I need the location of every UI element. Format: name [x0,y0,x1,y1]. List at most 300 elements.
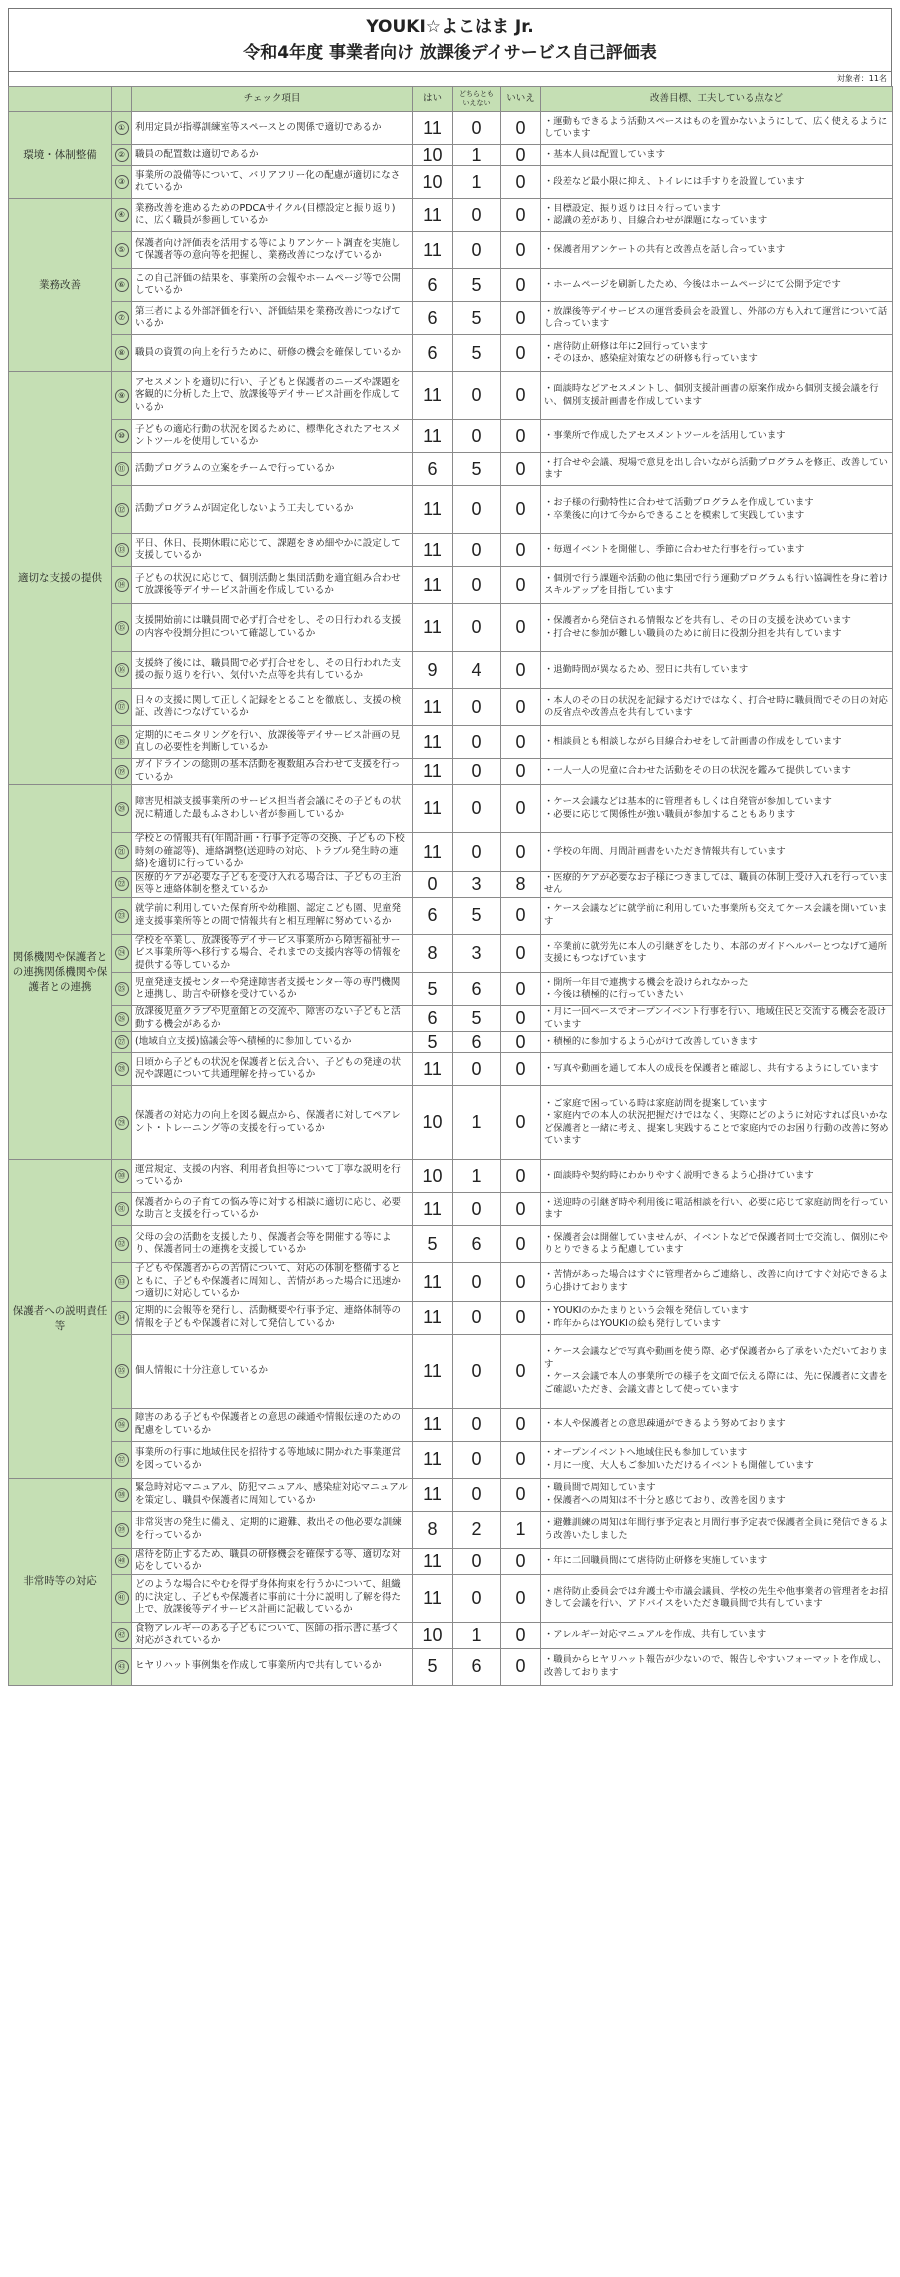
table-row [9,726,893,759]
count-neutral: 0 [453,1548,501,1574]
count-neutral: 0 [453,1301,501,1334]
check-item-text: 虐待を防止するため、職員の研修機会を確保する等、適切な対応をしているか [132,1548,413,1574]
table-row [9,1441,893,1478]
count-no: 0 [501,1032,541,1053]
comment-line: ・本人や保護者との意思疎通ができるよう努めております [544,1418,786,1430]
check-item-text: 業務改善を進めるためのPDCAサイクル(目標設定と振り返り)に、広く職員が参画しているか [132,199,413,232]
comment-cell [541,486,893,534]
table-row [9,652,893,689]
check-item-text: 活動プログラムの立案をチームで行っているか [132,453,413,486]
count-no: 0 [501,269,541,302]
comment-line: ・ホームページを刷新したため、今後はホームページにて公開予定です [544,278,841,290]
item-number: ㊵ [115,1554,129,1568]
check-item-text: 医療的ケアが必要な子どもを受け入れる場合は、子どもの主治医等と連絡体制を整えているか [132,871,413,897]
table-row [9,1193,893,1226]
count-no: 0 [501,1648,541,1685]
comment-cell [541,652,893,689]
count-yes: 6 [413,897,453,934]
item-number-cell [112,166,132,199]
comment-cell [541,897,893,934]
item-number: ㉝ [115,1275,129,1289]
check-item-text: 学校との情報共有(年間計画・行事予定等の交換、子どもの下校時刻の確認等)、連絡調整(送迎時の対応、トラブル発生時の連絡)を適切に行っているか [132,833,413,872]
count-no: 0 [501,652,541,689]
comment-cell [541,759,893,785]
item-number: ⑰ [115,700,129,714]
check-item-text: 障害のある子どもや保護者との意思の疎通や情報伝達のための配慮をしているか [132,1408,413,1441]
count-no: 0 [501,1006,541,1032]
table-row [9,871,893,897]
item-number: ㊶ [115,1591,129,1605]
comment-line: ・そのほか、感染症対策などの研修も行っています [544,353,758,364]
count-yes: 11 [413,785,453,833]
comment-line: ・虐待防止委員会では弁護士や市議会議員、学校の先生や他事業者の管理者をお招きして会議を行い、アドバイスをいただき職員間で共有しています [544,1585,888,1609]
item-number: ㉙ [115,1116,129,1130]
comment-line: ・放課後等デイサービスの運営委員会を設置し、外部の方も入れて運営について話し合っています [544,305,888,329]
comment-cell [541,145,893,166]
comment-cell [541,1301,893,1334]
comment-cell [541,166,893,199]
check-item-text: 食物アレルギーのある子どもについて、医師の指示書に基づく対応がされているか [132,1622,413,1648]
category-cell: 非常時等の対応 [9,1478,112,1685]
item-number: ① [115,121,129,135]
check-item-text: ガイドラインの総則の基本活動を複数組み合わせて支援を行っているか [132,759,413,785]
count-no: 0 [501,759,541,785]
item-number-cell [112,453,132,486]
count-no: 0 [501,604,541,652]
comment-cell [541,1226,893,1263]
table-row [9,759,893,785]
count-no: 0 [501,934,541,973]
item-number-cell [112,1263,132,1302]
item-number: ㉟ [115,1364,129,1378]
evaluation-sheet [8,0,892,1686]
target-count: 対象者：11名 [8,72,892,86]
comment-line: ・毎週イベントを開催し、季節に合わせた行事を行っています [544,543,805,555]
check-item-text: 職員の資質の向上を行うために、研修の機会を確保しているか [132,335,413,372]
count-neutral: 0 [453,112,501,145]
item-number-cell [112,1408,132,1441]
item-number: ㊸ [115,1660,129,1674]
count-neutral: 0 [453,1408,501,1441]
table-row [9,199,893,232]
count-no: 0 [501,1053,541,1086]
count-neutral: 3 [453,871,501,897]
table-row [9,1478,893,1511]
header-category [9,87,112,112]
comment-line: ・面談時などアセスメントし、個別支援計画書の原案作成から個別支援会議を行い、個別支援計画書を作成しています [544,383,879,407]
comment-line: ・お子様の行動特性に合わせて活動プログラムを作成しています [544,497,814,508]
check-item-text: 第三者による外部評価を行い、評価結果を業務改善につなげているか [132,302,413,335]
item-number-cell [112,145,132,166]
item-number-cell [112,833,132,872]
table-row [9,1548,893,1574]
table-row [9,112,893,145]
count-no: 0 [501,302,541,335]
table-row [9,1648,893,1685]
check-item-text: 障害児相談支援事業所のサービス担当者会議にその子どもの状況に精通した最もふさわしい者が参画しているか [132,785,413,833]
category-cell: 適切な支援の提供 [9,372,112,785]
count-no: 0 [501,199,541,232]
comment-cell [541,1160,893,1193]
item-number-cell [112,604,132,652]
table-row [9,1511,893,1548]
comment-cell [541,871,893,897]
item-number: ⑬ [115,543,129,557]
item-number-cell [112,112,132,145]
check-item-text: 保護者の対応力の向上を図る観点から、保護者に対してペアレント・トレーニング等の支援を行っているか [132,1086,413,1160]
count-neutral: 5 [453,1006,501,1032]
table-row [9,833,893,872]
comment-line: ・職員からヒヤリハット報告が少ないので、報告しやすいフォーマットを作成し、改善しております [544,1654,887,1678]
comment-line: ・目標設定、振り返りは日々行っています [544,202,721,214]
count-yes: 6 [413,302,453,335]
count-yes: 11 [413,1548,453,1574]
count-yes: 11 [413,1053,453,1086]
count-neutral: 0 [453,726,501,759]
category-cell: 業務改善 [9,199,112,372]
count-yes: 11 [413,1193,453,1226]
comment-line: ・医療的ケアが必要なお子様につきましては、職員の体制上受け入れを行っていません [544,871,888,895]
item-number-cell [112,335,132,372]
count-neutral: 0 [453,534,501,567]
item-number: ㉗ [115,1035,129,1049]
comment-cell [541,833,893,872]
item-number: ㊴ [115,1523,129,1537]
comment-line: ・保護者会は開催していませんが、イベントなどで保護者同士で交流し、個別にやりとりできるよう配慮しています [544,1231,888,1255]
count-no: 0 [501,689,541,726]
item-number: ⑫ [115,503,129,517]
table-row [9,534,893,567]
count-yes: 0 [413,871,453,897]
count-yes: 10 [413,1622,453,1648]
table-row [9,302,893,335]
table-row [9,1574,893,1622]
item-number: ⑥ [115,278,129,292]
item-number-cell [112,302,132,335]
comment-cell [541,1511,893,1548]
check-item-text: 職員の配置数は適切であるか [132,145,413,166]
comment-cell [541,1263,893,1302]
comment-cell [541,453,893,486]
category-cell: 保護者への説明責任等 [9,1160,112,1479]
item-number-cell [112,1032,132,1053]
check-item-text: 平日、休日、長期休暇に応じて、課題をきめ細やかに設定して支援しているか [132,534,413,567]
count-no: 0 [501,166,541,199]
check-item-text: 事業所の設備等について、バリアフリー化の配慮が適切になされているか [132,166,413,199]
item-number-cell [112,1622,132,1648]
table-row [9,1263,893,1302]
comment-line: ・打合せや会議、現場で意見を出し合いながら活動プログラムを修正、改善しています [544,456,888,480]
count-neutral: 0 [453,1574,501,1622]
item-number-cell [112,1086,132,1160]
comment-line: ・認識の差があり、目線合わせが課題になっています [544,215,768,226]
count-neutral: 0 [453,689,501,726]
count-neutral: 0 [453,372,501,420]
count-neutral: 0 [453,1441,501,1478]
item-number: ⑪ [115,462,129,476]
check-item-text: 利用定員が指導訓練室等スペースとの関係で適切であるか [132,112,413,145]
count-no: 0 [501,1548,541,1574]
comment-cell [541,1574,893,1622]
count-neutral: 0 [453,759,501,785]
facility-title: YOUKI☆よこはま Jr. [366,17,534,37]
item-number: ⑩ [115,429,129,443]
check-item-text: 定期的に会報等を発行し、活動概要や行事予定、連絡体制等の情報を子どもや保護者に対して発信しているか [132,1301,413,1334]
header-comment: 改善目標、工夫している点など [541,87,893,112]
header-check-item: チェック項目 [132,87,413,112]
item-number-cell [112,1160,132,1193]
count-no: 0 [501,145,541,166]
comment-line: ・ケース会議などに就学前に利用していた事業所も交えてケース会議を開いています [544,903,888,927]
count-no: 0 [501,1408,541,1441]
count-neutral: 0 [453,420,501,453]
comment-line: ・卒業後に向けて今からできることを模索して実践しています [544,509,805,521]
count-yes: 6 [413,453,453,486]
check-item-text: 支援開始前には職員間で必ず打合せをし、その日行われる支援の内容や役割分担について確認しているか [132,604,413,652]
comment-line: ・ケース会議などは基本的に管理者もしくは自発管が参加しています [544,796,832,807]
item-number-cell [112,1574,132,1622]
count-no: 0 [501,833,541,872]
comment-cell [541,934,893,973]
count-yes: 11 [413,726,453,759]
count-no: 0 [501,726,541,759]
item-number: ㊷ [115,1628,129,1642]
item-number: ⑱ [115,735,129,749]
count-neutral: 5 [453,269,501,302]
count-no: 0 [501,897,541,934]
table-row [9,486,893,534]
comment-cell [541,372,893,420]
check-item-text: 緊急時対応マニュアル、防犯マニュアル、感染症対応マニュアルを策定し、職員や保護者に周知しているか [132,1478,413,1511]
comment-line: ・月に一度、大人もご参加いただけるイベントも開催しています [544,1459,814,1471]
count-yes: 11 [413,759,453,785]
count-no: 1 [501,1511,541,1548]
check-item-text: どのような場合にやむを得ず身体拘束を行うかについて、組織的に決定し、子どもや保護者に事前に十分に説明し了解を得た上で、放課後等デイサービス計画に記載しているか [132,1574,413,1622]
item-number-cell [112,689,132,726]
item-number-cell [112,420,132,453]
count-yes: 11 [413,199,453,232]
check-item-text: 子どもや保護者からの苦情について、対応の体制を整備するとともに、子どもや保護者に周知し、苦情があった場合に迅速かつ適切に対応しているか [132,1263,413,1302]
comment-line: ・ご家庭で困っている時は家庭訪問を提案しています [544,1097,768,1109]
item-number-cell [112,897,132,934]
comment-line: ・開所一年目で連携する機会を設けられなかった [544,976,749,988]
comment-cell [541,567,893,604]
table-row [9,689,893,726]
comment-line: ・段差など最小限に抑え、トイレには手すりを設置しています [544,175,805,187]
comment-cell [541,973,893,1006]
count-yes: 11 [413,1334,453,1408]
comment-line: ・運動もできるよう活動スペースはものを置かないようにして、広く使えるようにしています [544,115,888,139]
comment-line: ・YOUKIのかたまりという会報を発信しています [544,1305,749,1316]
comment-line: ・アレルギー対応マニュアルを作成、共有しています [544,1628,767,1640]
table-row [9,567,893,604]
comment-line: ・基本人員は配置しています [544,148,665,160]
count-no: 0 [501,1574,541,1622]
item-number-cell [112,199,132,232]
comment-line: ・相談員とも相談しながら目線合わせをして計画書の作成をしています [544,735,842,747]
item-number-cell [112,269,132,302]
table-row [9,232,893,269]
comment-line: ・必要に応じて関係性が強い職員が参加することもあります [544,808,796,820]
count-neutral: 5 [453,302,501,335]
comment-cell [541,1548,893,1574]
count-neutral: 0 [453,486,501,534]
item-number-cell [112,1301,132,1334]
check-item-text: 保護者からの子育ての悩み等に対する相談に適切に応じ、必要な助言と支援を行っているか [132,1193,413,1226]
comment-cell [541,269,893,302]
count-no: 0 [501,1193,541,1226]
check-item-text: 事業所の行事に地域住民を招待する等地域に開かれた事業運営を図っているか [132,1441,413,1478]
item-number: ㊱ [115,1418,129,1432]
table-row [9,453,893,486]
table-row [9,1053,893,1086]
count-yes: 11 [413,1408,453,1441]
comment-line: ・月に一回ペースでオープンイベント行事を行い、地域住民と交流する機会を設けています [544,1006,887,1030]
item-number-cell [112,934,132,973]
count-yes: 11 [413,232,453,269]
item-number: ㉚ [115,1169,129,1183]
comment-cell [541,1622,893,1648]
table-row [9,335,893,372]
count-neutral: 0 [453,833,501,872]
table-row [9,1226,893,1263]
comment-cell [541,1032,893,1053]
table-row [9,1006,893,1032]
count-no: 0 [501,420,541,453]
table-row [9,934,893,973]
table-header-row [9,87,893,112]
count-no: 0 [501,973,541,1006]
count-neutral: 0 [453,1053,501,1086]
comment-line: ・ケース会議で本人の事業所での様子を文面で伝える際には、先に保護者に文書をご確認いただき、会議文書として使っています [544,1371,888,1395]
item-number: ㉑ [115,845,129,859]
check-item-text: 支援終了後には、職員間で必ず打合せをし、その日行われた支援の振り返りを行い、気付いた点等を共有しているか [132,652,413,689]
count-yes: 6 [413,1006,453,1032]
comment-line: ・個別で行う課題や活動の他に集団で行う運動プログラムも行い協調性を身に着けスキルアップを目指しています [544,572,888,596]
item-number: ② [115,148,129,162]
table-row [9,166,893,199]
table-row [9,785,893,833]
count-neutral: 1 [453,166,501,199]
check-item-text: 児童発達支援センターや発達障害者支援センター等の専門機関と連携し、助言や研修を受けているか [132,973,413,1006]
comment-cell [541,1441,893,1478]
item-number-cell [112,1478,132,1511]
count-yes: 11 [413,1263,453,1302]
table-row [9,1301,893,1334]
table-row [9,372,893,420]
comment-cell [541,1478,893,1511]
count-neutral: 1 [453,145,501,166]
title-box [8,8,892,72]
comment-line: ・今後は積極的に行っていきたい [544,989,684,1000]
item-number: ⑦ [115,311,129,325]
count-no: 0 [501,453,541,486]
item-number: ⑭ [115,578,129,592]
item-number-cell [112,1441,132,1478]
count-neutral: 6 [453,1032,501,1053]
count-neutral: 0 [453,232,501,269]
comment-cell [541,726,893,759]
table-row [9,145,893,166]
table-row [9,1334,893,1408]
comment-line: ・保護者への周知は不十分と感じており、改善を図ります [544,1494,786,1506]
check-item-text: 子どもの状況に応じて、個別活動と集団活動を適宜組み合わせて放課後等デイサービス計画を作成しているか [132,567,413,604]
item-number: ㉘ [115,1062,129,1076]
count-no: 0 [501,1478,541,1511]
evaluation-table [8,86,893,1686]
check-item-text: ヒヤリハット事例集を作成して事業所内で共有しているか [132,1648,413,1685]
item-number: ㊳ [115,1488,129,1502]
table-row [9,1622,893,1648]
comment-line: ・オープンイベントへ地域住民も参加しています [544,1447,748,1458]
check-item-text: 個人情報に十分注意しているか [132,1334,413,1408]
item-number-cell [112,1226,132,1263]
comment-line: ・送迎時の引継ぎ時や利用後に電話相談を行い、必要に応じて家庭訪問を行っています [544,1196,888,1220]
count-yes: 11 [413,1478,453,1511]
check-item-text: 活動プログラムが固定化しないよう工夫しているか [132,486,413,534]
comment-line: ・面談時や契約時にわかりやすく説明できるよう心掛けています [544,1169,814,1181]
comment-line: ・打合せに参加が難しい職員のために前日に役割分担を共有しています [544,627,842,639]
count-no: 0 [501,335,541,372]
comment-cell [541,1408,893,1441]
count-yes: 5 [413,1226,453,1263]
item-number: ㉖ [115,1012,129,1026]
count-yes: 5 [413,973,453,1006]
check-item-text: 定期的にモニタリングを行い、放課後等デイサービス計画の見直しの必要性を判断しているか [132,726,413,759]
count-yes: 6 [413,335,453,372]
count-yes: 11 [413,372,453,420]
count-no: 0 [501,1441,541,1478]
item-number-cell [112,1334,132,1408]
item-number: ⑲ [115,765,129,779]
count-yes: 10 [413,1086,453,1160]
item-number: ⑳ [115,802,129,816]
comment-cell [541,1193,893,1226]
item-number-cell [112,1193,132,1226]
check-item-text: 父母の会の活動を支援したり、保護者会等を開催する等により、保護者同士の連携を支援しているか [132,1226,413,1263]
item-number-cell [112,785,132,833]
count-no: 0 [501,1263,541,1302]
comment-line: ・虐待防止研修は年に2回行っています [544,340,708,352]
count-yes: 11 [413,534,453,567]
comment-line: ・卒業前に就労先に本人の引継ぎをしたり、本部のガイドヘルパーとつなげて通所支援にもつなげています [544,940,887,965]
table-row [9,1032,893,1053]
comment-cell [541,232,893,269]
count-yes: 11 [413,1441,453,1478]
table-row [9,1408,893,1441]
count-yes: 8 [413,934,453,973]
count-yes: 9 [413,652,453,689]
comment-line: ・写真や動画を通して本人の成長を保護者と確認し、共有するようにしています [544,1062,879,1074]
check-item-text: 保護者向け評価表を活用する等によりアンケート調査を実施して保護者等の意向等を把握し、業務改善につなげているか [132,232,413,269]
item-number-cell [112,652,132,689]
comment-line: ・苦情があった場合はすぐに管理者からご連絡し、改善に向けてすぐ対応できるよう心掛けております [544,1269,888,1293]
count-neutral: 0 [453,1193,501,1226]
table-row [9,897,893,934]
category-cell: 関係機関や保護者との連携関係機関や保護者との連携 [9,785,112,1160]
item-number-cell [112,1648,132,1685]
count-neutral: 0 [453,604,501,652]
item-number: ㊲ [115,1453,129,1467]
count-yes: 11 [413,112,453,145]
count-neutral: 1 [453,1622,501,1648]
item-number-cell [112,534,132,567]
item-number: ⑯ [115,663,129,677]
comment-line: ・一人一人の児童に合わせた活動をその日の状況を鑑みて提供しています [544,765,851,777]
table-row [9,1160,893,1193]
count-neutral: 1 [453,1086,501,1160]
count-no: 0 [501,1086,541,1160]
